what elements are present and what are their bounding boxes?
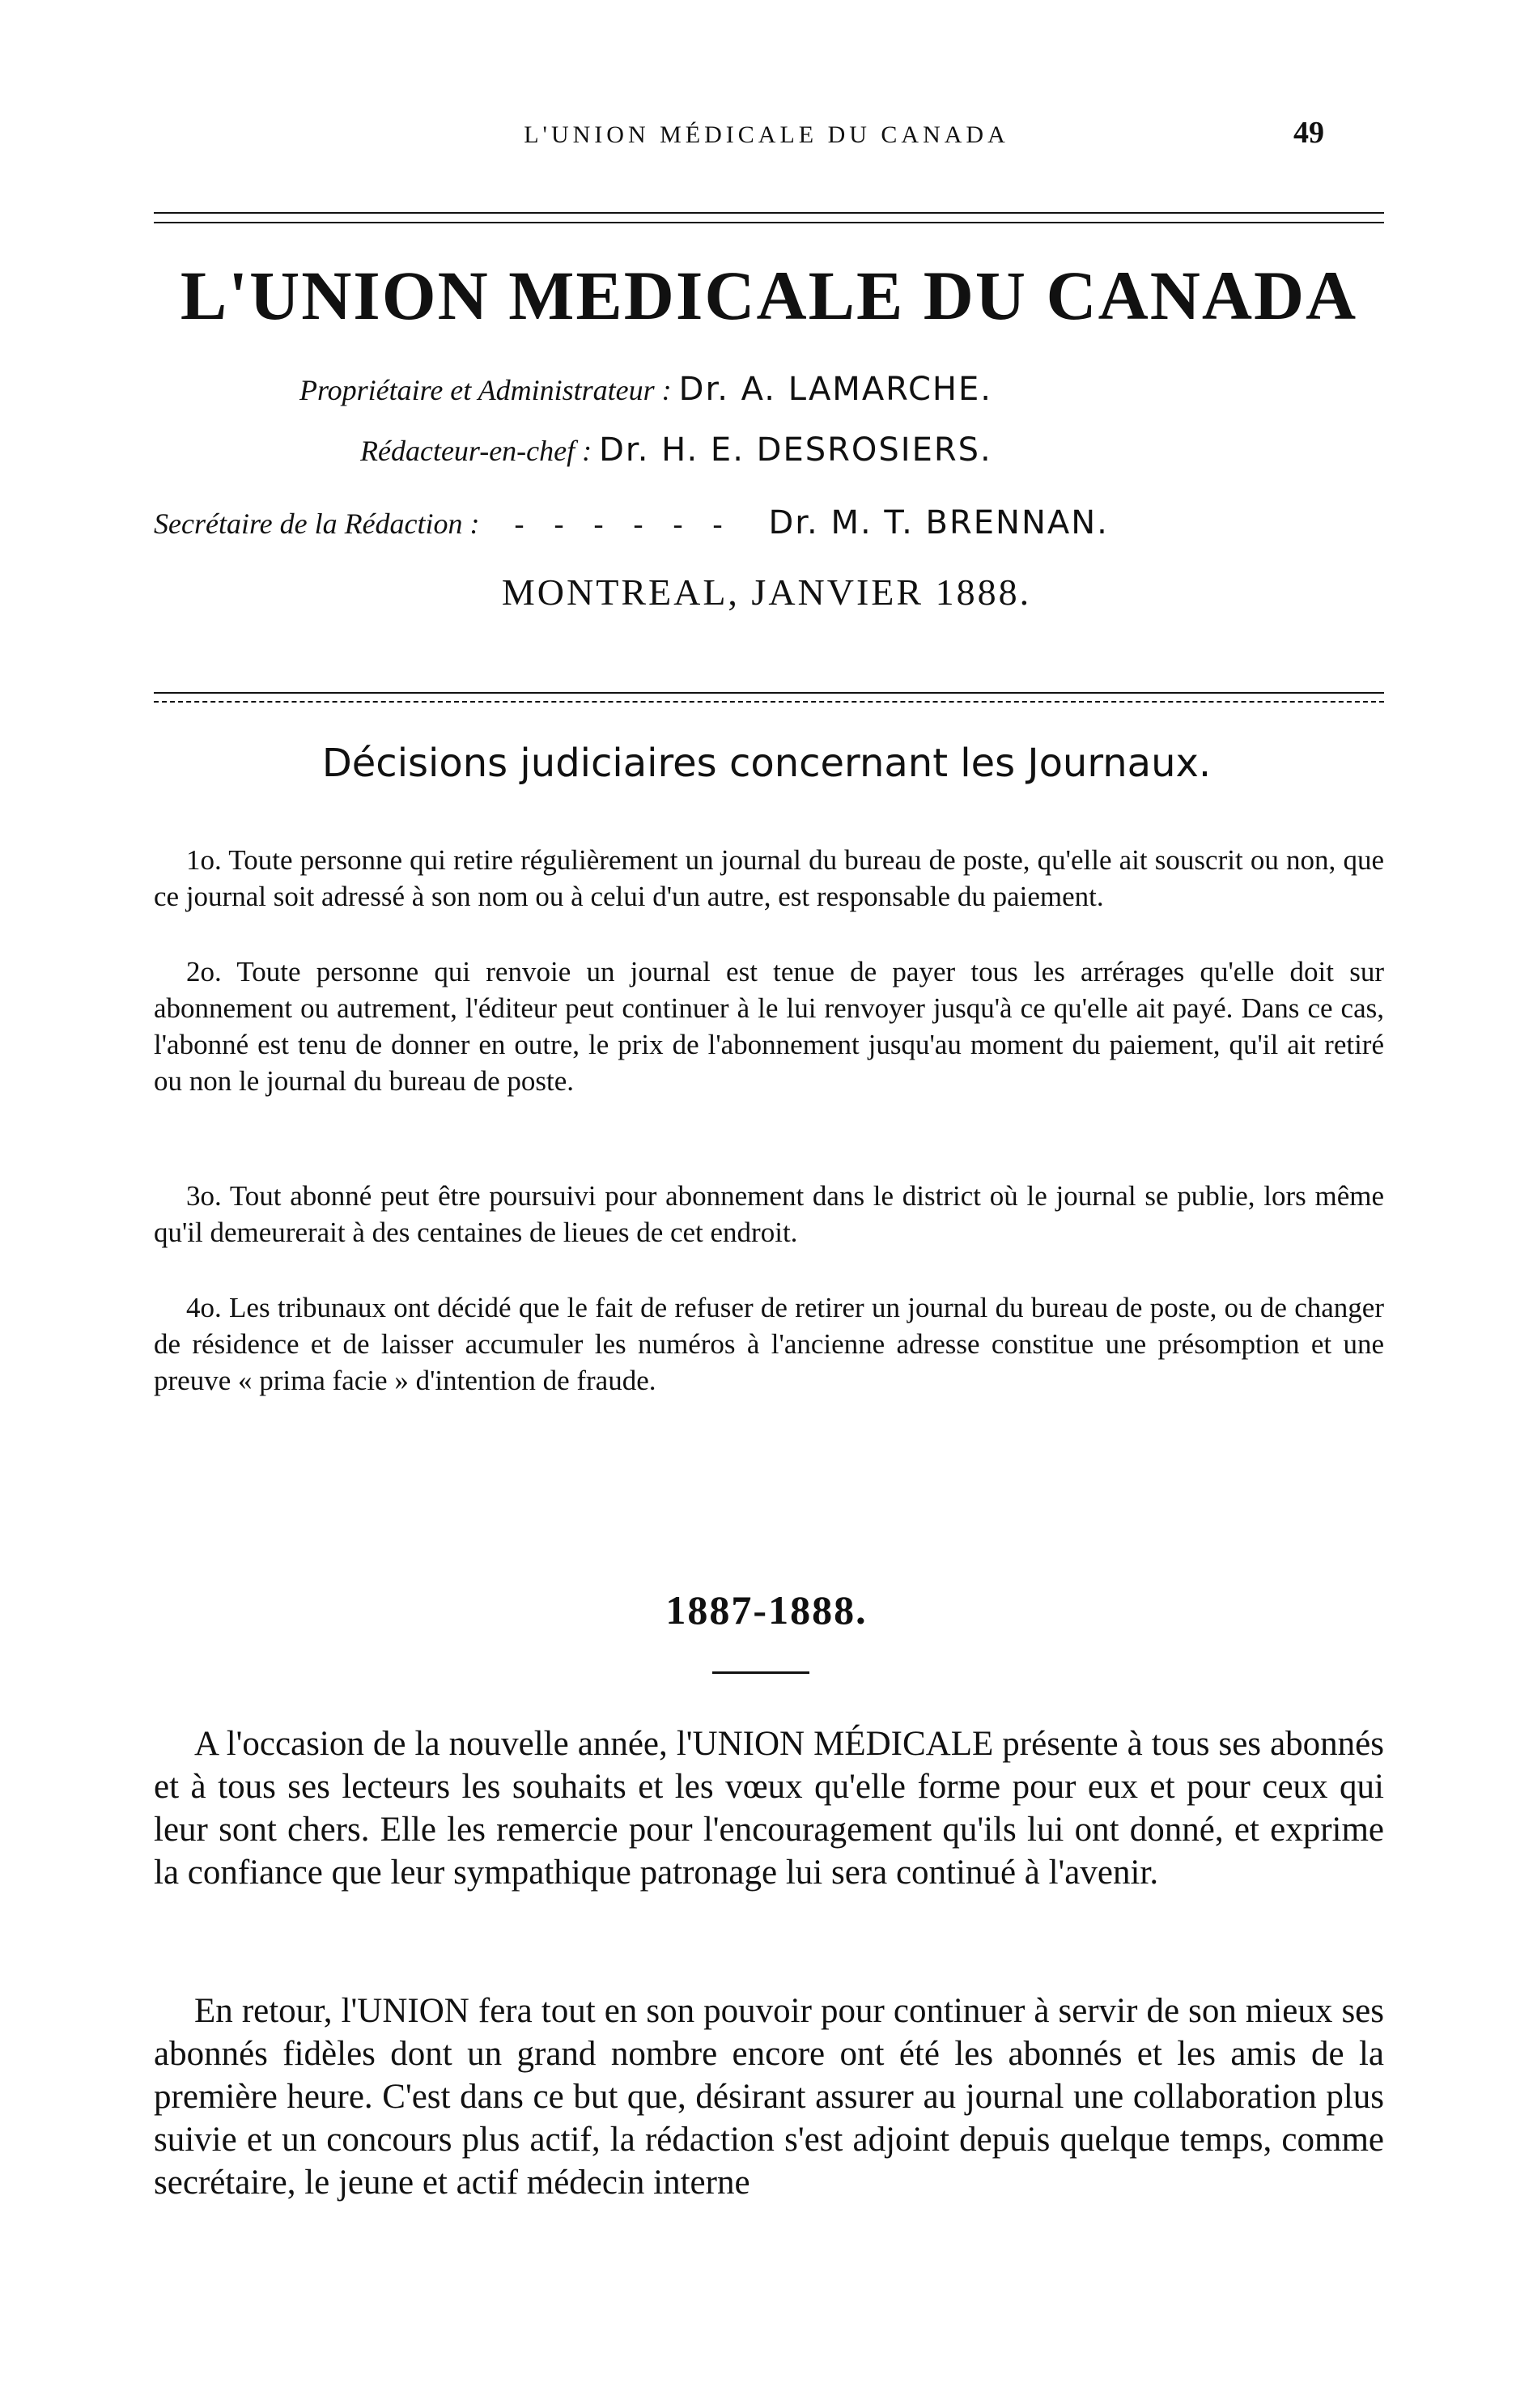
staff-line-proprietor: [299, 371, 992, 408]
section-heading-year: 1887-1888.: [665, 1587, 868, 1633]
decision-paragraph-1: 1o. Toute personne qui retire régulièrement un journal du bureau de poste, qu'elle ait souscrit ou non, que ce journal soit adressé à son nom ou à celui d'un autre, est responsable du paiement.: [154, 844, 1384, 912]
staff-role: Rédacteur-en-chef :: [360, 435, 592, 467]
section-heading-decisions: Décisions judiciaires concernant les Journaux.: [321, 741, 1212, 786]
staff-role: Propriétaire et Administrateur :: [299, 374, 672, 406]
header-rule-top: [154, 212, 1384, 214]
section-divider: [712, 1671, 809, 1674]
body-paragraph-2: En retour, l'UNION fera tout en son pouvoir pour continuer à servir de son mieux ses abonnés fidèles dont un grand nombre encore ont été les abonnés et les amis de la première heure. C'est dans ce but que, désirant assurer au journal une collaboration plus suivie et un concours plus actif, la rédaction s'est adjoint depuis quelque temps, comme secrétaire, le jeune et actif médecin interne: [154, 1992, 1384, 2202]
page-number: 49: [1293, 116, 1324, 150]
decision-paragraph-2: 2o. Toute personne qui renvoie un journal est tenue de payer tous les arrérages qu'elle doit sur abonnement ou autrement, l'éditeur peut continuer à le lui renvoyer jusqu'à ce qu'elle ait payé. Dans ce cas, l'abonné est tenu de donner en outre, le prix de l'abonnement jusqu'au moment du paiement, qu'il ait retiré ou non le journal du bureau de poste.: [154, 956, 1384, 1097]
decision-paragraph-4: 4o. Les tribunaux ont décidé que le fait de refuser de retirer un journal du bureau de poste, ou de changer de résidence et de laisser accumuler les numéros à l'ancienne adresse constitue une présomption et une preuve « prima facie » d'intention de fraude.: [154, 1292, 1384, 1396]
body-paragraph-1: A l'occasion de la nouvelle année, l'UNION MÉDICALE présente à tous ses abonnés et à tous ses lecteurs les souhaits et les vœux qu'elle forme pour eux et pour ceux qui leur sont chers. Elle les remercie pour l'encouragement qu'ils lui ont donné, et exprime la confiance que leur sympathique patronage lui sera continué à l'avenir.: [154, 1725, 1384, 1892]
dateline: MONTREAL, JANVIER 1888.: [501, 571, 1032, 613]
staff-leader-dots: - - - - - -: [514, 508, 734, 540]
masthead-rule-bottom: [154, 701, 1384, 703]
header-rule-bottom: [154, 222, 1384, 223]
staff-role: Secrétaire de la Rédaction :: [154, 508, 480, 540]
masthead-title: L'UNION MEDICALE DU CANADA: [180, 257, 1358, 334]
staff-line-editor: [360, 431, 992, 469]
staff-name: Dr. M. T. BRENNAN.: [768, 504, 1109, 541]
staff-name: Dr. A. LAMARCHE.: [678, 371, 992, 408]
staff-name: Dr. H. E. DESROSIERS.: [599, 431, 992, 469]
running-header: L'UNION MÉDICALE DU CANADA: [524, 121, 1009, 148]
staff-line-secretary: [154, 504, 1109, 541]
decision-paragraph-3: 3o. Tout abonné peut être poursuivi pour abonnement dans le district où le journal se publie, lors même qu'il demeurerait à des centaines de lieues de cet endroit.: [154, 1180, 1384, 1248]
masthead-rule-top: [154, 692, 1384, 694]
